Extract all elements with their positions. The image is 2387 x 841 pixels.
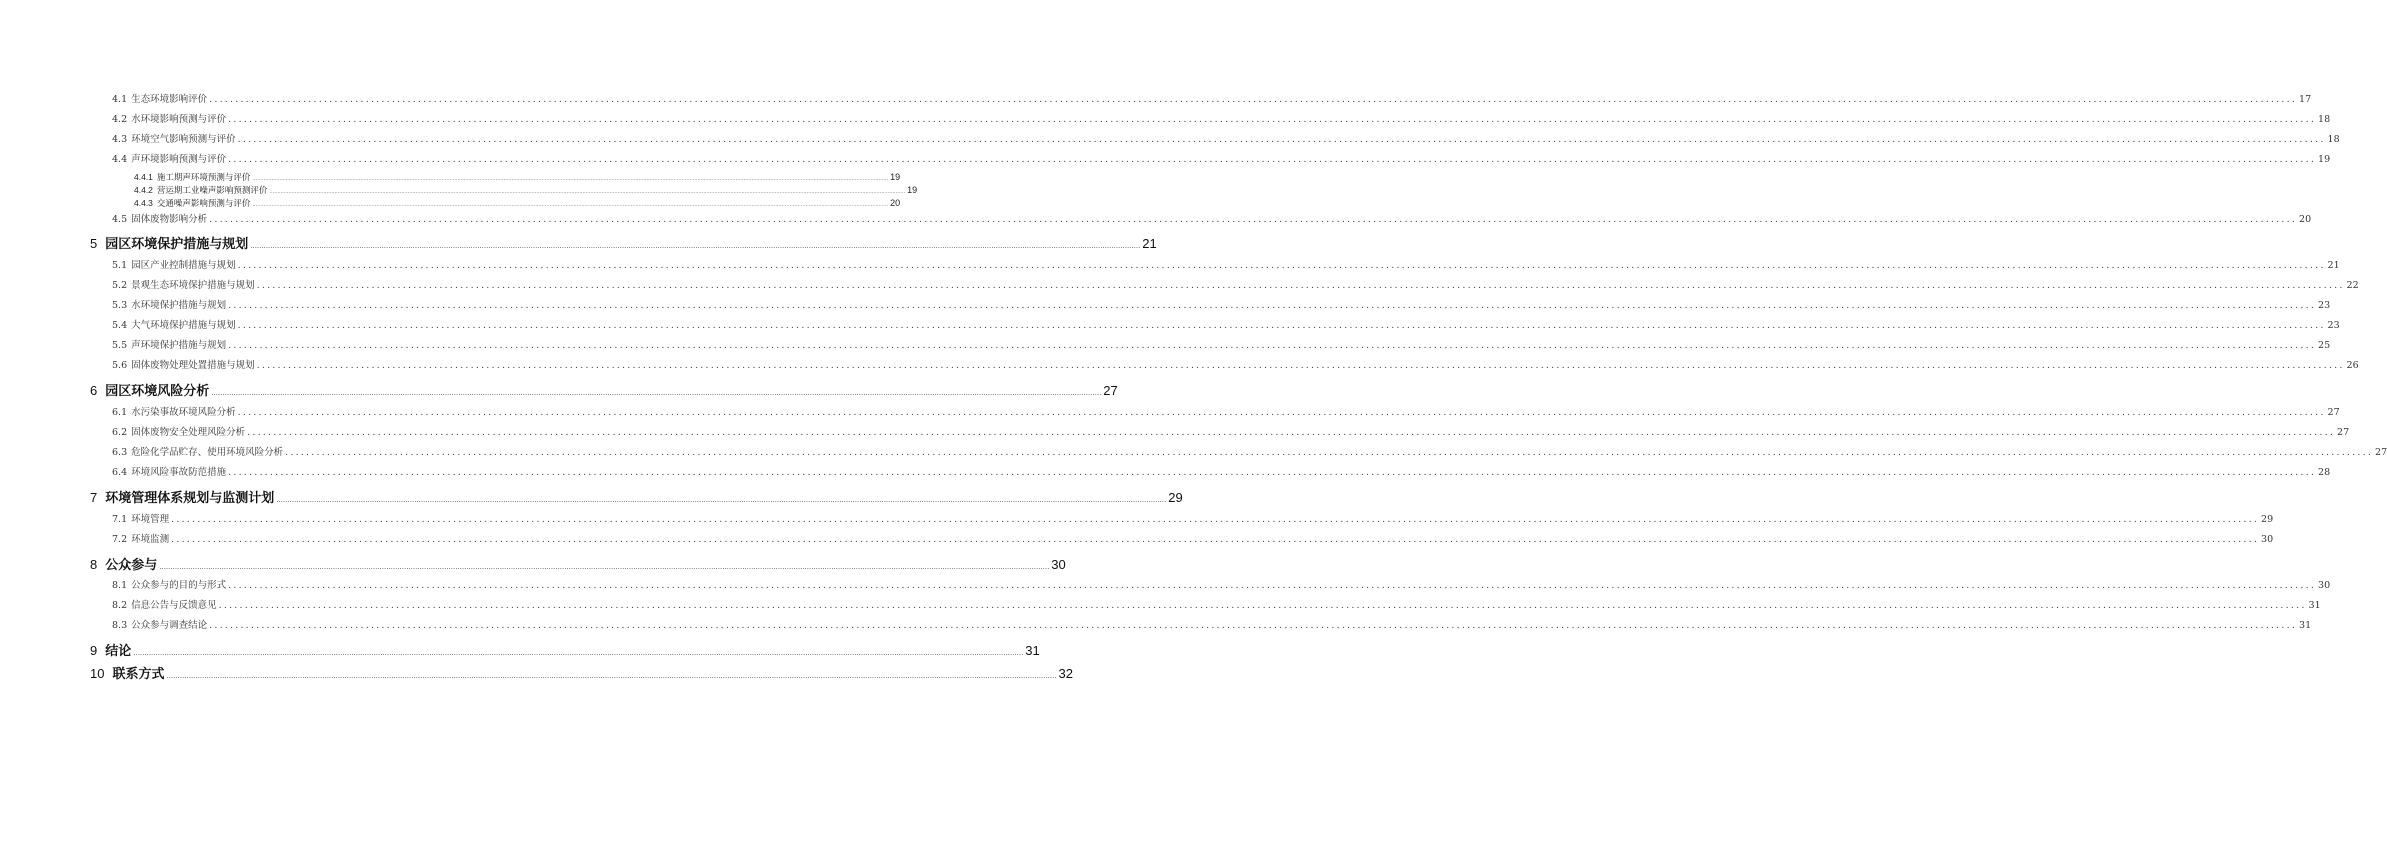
- toc-entry-number: 7: [90, 490, 98, 505]
- toc-entry-label: [112, 464, 226, 478]
- toc-entry-label: [112, 131, 236, 145]
- toc-entry-page-number: 26: [2346, 360, 2359, 371]
- toc-entry-label: [112, 297, 226, 311]
- toc-dot-leader: ................................................................................................................................................................................................................................................................................................................................................................................................................: [228, 300, 2317, 311]
- toc-dot-leader: ................................................................................................................................................................................................................................................................................................................................................................................................................: [256, 360, 2345, 371]
- toc-dot-leader: ................................................................................................................................................................................................................................................................................................................................................................................................................: [237, 320, 2326, 331]
- toc-entry-page-number: 28: [2318, 467, 2331, 478]
- toc-entry-title: 固体废物处理处置措施与规划: [131, 360, 255, 371]
- toc-dot-leader: ................................................................................................................................................................................................................................................................................................................................................................................................................: [252, 176, 889, 182]
- toc-entry-number: 6: [90, 383, 98, 398]
- toc-section-entry[interactable]: [112, 337, 2331, 351]
- toc-dot-leader: ................................................................................................................................................................................................................................................................................................................................................................................................................: [247, 427, 2336, 438]
- toc-entry-title: 公众参与调查结论: [131, 620, 208, 631]
- toc-entry-label: [90, 554, 157, 573]
- toc-chapter-entry[interactable]: [90, 663, 1073, 682]
- toc-dot-leader: ................................................................................................................................................................................................................................................................................................................................................................................................................: [209, 94, 2298, 105]
- toc-entry-title: 园区产业控制措施与规划: [131, 260, 236, 271]
- toc-dot-leader: ................................................................................................................................................................................................................................................................................................................................................................................................................: [256, 280, 2345, 291]
- toc-entry-page-number: 21: [1142, 236, 1157, 251]
- toc-entry-label: [112, 404, 236, 418]
- toc-entry-page-number: 22: [2346, 280, 2359, 291]
- toc-entry-label: [90, 663, 164, 682]
- toc-entry-label: [90, 640, 131, 659]
- toc-entry-label: [90, 487, 274, 506]
- toc-entry-page-number: 23: [2318, 300, 2331, 311]
- toc-entry-label: [112, 424, 245, 438]
- toc-entry-number: 6.3: [112, 447, 128, 458]
- toc-section-entry[interactable]: [112, 111, 2331, 125]
- toc-entry-title: 生态环境影响评价: [131, 94, 208, 105]
- toc-entry-title: 环境管理: [131, 514, 170, 525]
- toc-entry-number: 8.1: [112, 580, 128, 591]
- toc-entry-title: 营运期工业噪声影响预测评价: [156, 186, 268, 196]
- toc-entry-number: 5.1: [112, 260, 128, 271]
- toc-subsection-entry[interactable]: [134, 197, 901, 209]
- toc-entry-title: 景观生态环境保护措施与规划: [131, 280, 255, 291]
- toc-entry-label: [112, 277, 255, 291]
- toc-entry-page-number: 27: [2337, 427, 2350, 438]
- toc-entry-page-number: 31: [2308, 600, 2321, 611]
- toc-entry-title: 大气环境保护措施与规划: [131, 320, 236, 331]
- toc-entry-title: 联系方式: [112, 667, 165, 682]
- toc-entry-number: 4.4.3: [134, 198, 153, 208]
- toc-section-entry[interactable]: [112, 151, 2331, 165]
- toc-entry-page-number: 29: [1168, 490, 1183, 505]
- toc-entry-number: 4.1: [112, 94, 128, 105]
- toc-entry-page-number: 18: [2327, 134, 2340, 145]
- toc-dot-leader: ................................................................................................................................................................................................................................................................................................................................................................................................................: [228, 467, 2317, 478]
- toc-section-entry[interactable]: [112, 257, 2340, 271]
- toc-entry-number: 9: [90, 643, 98, 658]
- toc-entry-number: 5.6: [112, 360, 128, 371]
- toc-entry-page-number: 18: [2318, 114, 2331, 125]
- toc-dot-leader: ................................................................................................................................................................................................................................................................................................................................................................................................................: [276, 496, 1167, 504]
- toc-entry-page-number: 30: [2318, 580, 2331, 591]
- toc-entry-page-number: 19: [890, 172, 901, 182]
- toc-entry-number: 5.3: [112, 300, 128, 311]
- toc-dot-leader: ................................................................................................................................................................................................................................................................................................................................................................................................................: [171, 514, 2260, 525]
- toc-chapter-entry[interactable]: [90, 380, 1118, 399]
- toc-entry-page-number: 19: [907, 185, 918, 195]
- toc-entry-number: 7.1: [112, 514, 128, 525]
- toc-entry-title: 声环境保护措施与规划: [131, 340, 227, 351]
- toc-entry-number: 4.3: [112, 134, 128, 145]
- toc-section-entry[interactable]: [112, 91, 2312, 105]
- toc-section-entry[interactable]: [112, 357, 2359, 371]
- toc-entry-label: [112, 617, 207, 631]
- toc-entry-label: [112, 211, 207, 225]
- toc-entry-page-number: 17: [2299, 94, 2312, 105]
- toc-entry-number: 6.4: [112, 467, 128, 478]
- toc-entry-page-number: 31: [2299, 620, 2312, 631]
- toc-entry-label: [112, 337, 226, 351]
- toc-section-entry[interactable]: [112, 277, 2359, 291]
- toc-entry-page-number: 21: [2327, 260, 2340, 271]
- toc-entry-title: 园区环境保护措施与规划: [105, 237, 249, 252]
- toc-entry-label: [112, 577, 226, 591]
- toc-section-entry[interactable]: [112, 317, 2340, 331]
- toc-dot-leader: ................................................................................................................................................................................................................................................................................................................................................................................................................: [171, 534, 2260, 545]
- toc-entry-number: 5.5: [112, 340, 128, 351]
- toc-entry-title: 结论: [105, 644, 132, 659]
- toc-entry-label: [90, 233, 248, 252]
- toc-entry-label: [134, 184, 267, 196]
- toc-dot-leader: ................................................................................................................................................................................................................................................................................................................................................................................................................: [209, 214, 2298, 225]
- toc-entry-page-number: 20: [890, 198, 901, 208]
- toc-subsection-entry[interactable]: [134, 184, 918, 196]
- toc-section-entry[interactable]: [112, 597, 2321, 611]
- toc-entry-title: 公众参与: [105, 558, 158, 573]
- toc-dot-leader: ................................................................................................................................................................................................................................................................................................................................................................................................................: [228, 340, 2317, 351]
- toc-chapter-entry[interactable]: [90, 487, 1183, 506]
- toc-entry-number: 5.4: [112, 320, 128, 331]
- toc-section-entry[interactable]: [112, 464, 2331, 478]
- toc-entry-title: 信息公告与反馈意见: [131, 600, 217, 611]
- toc-subsection-entry[interactable]: [134, 171, 901, 183]
- toc-section-entry[interactable]: [112, 424, 2350, 438]
- toc-dot-leader: ................................................................................................................................................................................................................................................................................................................................................................................................................: [228, 154, 2317, 165]
- toc-entry-title: 水环境保护措施与规划: [131, 300, 227, 311]
- toc-entry-page-number: 19: [2318, 154, 2331, 165]
- toc-entry-page-number: 20: [2299, 214, 2312, 225]
- toc-entry-title: 环境风险事故防范措施: [131, 467, 227, 478]
- toc-dot-leader: ................................................................................................................................................................................................................................................................................................................................................................................................................: [159, 563, 1050, 571]
- toc-dot-leader: ................................................................................................................................................................................................................................................................................................................................................................................................................: [252, 202, 889, 208]
- toc-dot-leader: ................................................................................................................................................................................................................................................................................................................................................................................................................: [228, 114, 2317, 125]
- toc-entry-number: 7.2: [112, 534, 128, 545]
- toc-dot-leader: ................................................................................................................................................................................................................................................................................................................................................................................................................: [237, 407, 2326, 418]
- toc-dot-leader: ................................................................................................................................................................................................................................................................................................................................................................................................................: [269, 189, 906, 195]
- toc-section-entry[interactable]: [112, 577, 2331, 591]
- toc-section-entry[interactable]: [112, 404, 2340, 418]
- toc-entry-label: [134, 197, 250, 209]
- toc-dot-leader: ................................................................................................................................................................................................................................................................................................................................................................................................................: [237, 134, 2326, 145]
- toc-dot-leader: ................................................................................................................................................................................................................................................................................................................................................................................................................: [250, 242, 1141, 250]
- toc-chapter-entry[interactable]: [90, 554, 1066, 573]
- toc-entry-label: [112, 444, 283, 458]
- toc-entry-title: 水污染事故环境风险分析: [131, 407, 236, 418]
- toc-entry-label: [112, 257, 236, 271]
- toc-entry-page-number: 30: [1051, 557, 1066, 572]
- toc-entry-title: 环境空气影响预测与评价: [131, 134, 236, 145]
- toc-entry-number: 6.2: [112, 427, 128, 438]
- toc-dot-leader: ................................................................................................................................................................................................................................................................................................................................................................................................................: [166, 672, 1057, 680]
- toc-entry-number: 8: [90, 557, 98, 572]
- toc-entry-title: 园区环境风险分析: [105, 384, 210, 399]
- toc-entry-page-number: 23: [2327, 320, 2340, 331]
- toc-entry-label: [112, 597, 217, 611]
- toc-section-entry[interactable]: [112, 297, 2331, 311]
- toc-entry-label: [112, 511, 169, 525]
- toc-entry-label: [112, 111, 226, 125]
- toc-dot-leader: ................................................................................................................................................................................................................................................................................................................................................................................................................: [218, 600, 2307, 611]
- toc-entry-title: 施工期声环境预测与评价: [156, 173, 251, 183]
- toc-dot-leader: ................................................................................................................................................................................................................................................................................................................................................................................................................: [211, 389, 1102, 397]
- toc-section-entry[interactable]: [112, 531, 2274, 545]
- toc-entry-title: 声环境影响预测与评价: [131, 154, 227, 165]
- toc-entry-number: 4.4.2: [134, 185, 153, 195]
- toc-dot-leader: ................................................................................................................................................................................................................................................................................................................................................................................................................: [285, 447, 2374, 458]
- toc-dot-leader: ................................................................................................................................................................................................................................................................................................................................................................................................................: [209, 620, 2298, 631]
- toc-entry-label: [112, 151, 226, 165]
- toc-section-entry[interactable]: [112, 211, 2312, 225]
- toc-entry-label: [112, 91, 207, 105]
- toc-entry-title: 公众参与的目的与形式: [131, 580, 227, 591]
- toc-entry-page-number: 30: [2261, 534, 2274, 545]
- toc-entry-page-number: 25: [2318, 340, 2331, 351]
- toc-chapter-entry[interactable]: [90, 233, 1157, 252]
- toc-entry-page-number: 32: [1058, 666, 1073, 681]
- toc-dot-leader: ................................................................................................................................................................................................................................................................................................................................................................................................................: [237, 260, 2326, 271]
- toc-entry-page-number: 31: [1025, 643, 1040, 658]
- toc-entry-label: [112, 317, 236, 331]
- toc-entry-number: 4.4.1: [134, 172, 153, 182]
- toc-dot-leader: ................................................................................................................................................................................................................................................................................................................................................................................................................: [133, 649, 1024, 657]
- toc-entry-number: 5: [90, 236, 98, 251]
- toc-entry-title: 交通噪声影响预测与评价: [156, 199, 251, 209]
- toc-entry-label: [112, 531, 169, 545]
- toc-chapter-entry[interactable]: [90, 640, 1040, 659]
- toc-entry-number: 4.4: [112, 154, 128, 165]
- toc-entry-number: 4.5: [112, 214, 128, 225]
- toc-entry-page-number: 27: [2375, 447, 2387, 458]
- toc-entry-title: 环境管理体系规划与监测计划: [105, 491, 275, 506]
- toc-entry-number: 8.2: [112, 600, 128, 611]
- toc-entry-title: 环境监测: [131, 534, 170, 545]
- toc-entry-number: 6.1: [112, 407, 128, 418]
- toc-dot-leader: ................................................................................................................................................................................................................................................................................................................................................................................................................: [228, 580, 2317, 591]
- toc-section-entry[interactable]: [112, 444, 2387, 458]
- toc-entry-number: 4.2: [112, 114, 128, 125]
- toc-entry-number: 10: [90, 666, 105, 681]
- toc-entry-title: 固体废物影响分析: [131, 214, 208, 225]
- toc-entry-number: 5.2: [112, 280, 128, 291]
- toc-entry-page-number: 29: [2261, 514, 2274, 525]
- toc-entry-title: 固体废物安全处理风险分析: [131, 427, 246, 438]
- toc-entry-page-number: 27: [1103, 383, 1118, 398]
- toc-section-entry[interactable]: [112, 131, 2340, 145]
- toc-entry-label: [90, 380, 209, 399]
- toc-entry-title: 水环境影响预测与评价: [131, 114, 227, 125]
- toc-entry-page-number: 27: [2327, 407, 2340, 418]
- toc-entry-number: 8.3: [112, 620, 128, 631]
- toc-entry-label: [112, 357, 255, 371]
- toc-entry-title: 危险化学品贮存、使用环境风险分析: [131, 447, 284, 458]
- toc-section-entry[interactable]: [112, 511, 2274, 525]
- toc-section-entry[interactable]: [112, 617, 2312, 631]
- toc-entry-label: [134, 171, 250, 183]
